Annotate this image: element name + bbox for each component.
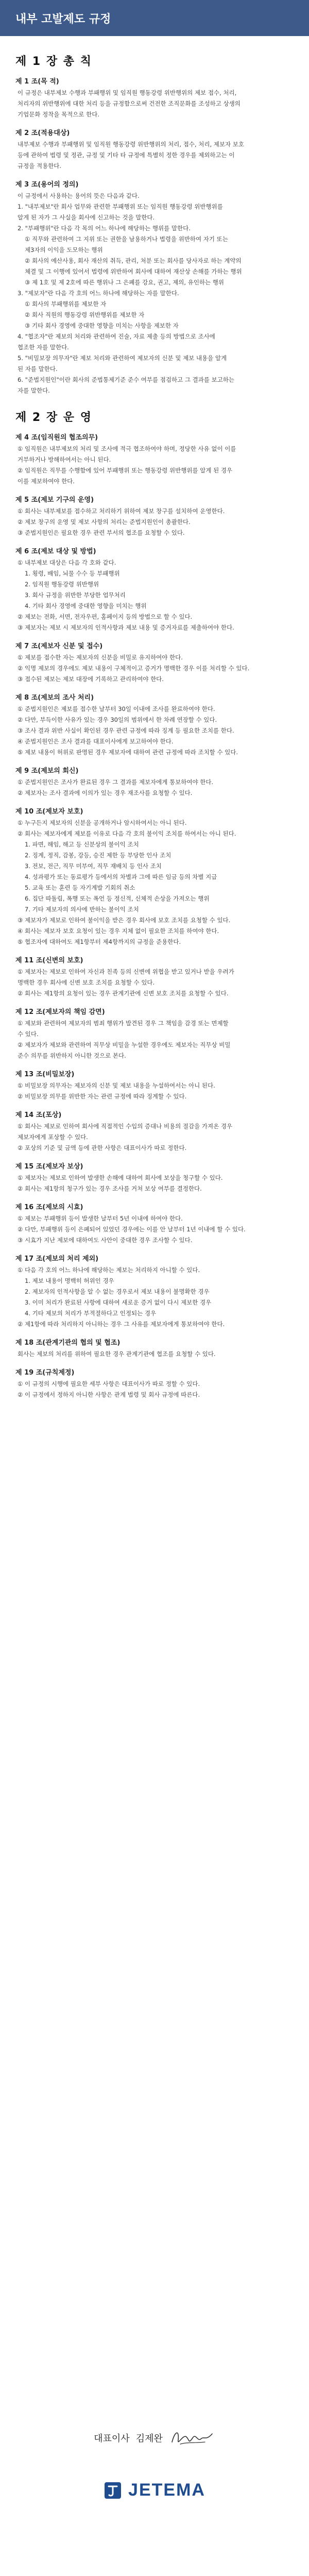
logo-text: JETEMA xyxy=(128,2480,205,2500)
article-text-line: ② 제보는 전화, 서면, 전자우편, 홈페이지 등의 방법으로 할 수 있다. xyxy=(18,613,193,620)
article-text-line: ① 내부제보 대상은 다음 각 호와 같다. xyxy=(18,559,116,566)
article-title: 제 6 조(제보 대상 및 방법) xyxy=(15,548,96,555)
company-logo xyxy=(0,2480,309,2500)
article-text-line: ① 제보와 관련하여 제보자의 범죄 행위가 발견된 경우 그 책임을 감경 또는 면제할 xyxy=(18,1020,229,1027)
article-text-line: 5. 교육 또는 훈련 등 자기계발 기회의 취소 xyxy=(25,884,135,891)
article-text-line: ④ 준법지원인은 조사 결과를 대표이사에게 보고하여야 한다. xyxy=(18,738,174,745)
article xyxy=(15,1109,294,1154)
logo-mark-icon xyxy=(104,2481,122,2500)
article-text-line: ⑤ 협조자에 대하여도 제1항부터 제4항까지의 규정을 준용한다. xyxy=(18,938,181,945)
article-text-line: 이 규정에서 사용하는 용어의 뜻은 다음과 같다. xyxy=(18,192,140,199)
article-text-line: ⑤ 제보 내용이 허위로 판명된 경우 제보자에 대하여 관련 규정에 따라 조치할 수 있다. xyxy=(18,749,238,756)
article-text-line: ① 제보는 부패행위 등이 발생한 날부터 5년 이내에 하여야 한다. xyxy=(18,1215,183,1222)
article-text-line: ① 제보자는 제보로 인하여 자신과 친족 등의 신변에 위협을 받고 있거나 받을 우려가 xyxy=(18,968,234,975)
article-text-line: 등에 관하여 법령 및 정관, 규정 및 기타 타 규정에 특별히 정한 경우를 제외하고는 이 xyxy=(18,151,235,159)
article xyxy=(15,179,294,396)
signature-image xyxy=(169,2427,215,2449)
article-text-line: 제3자의 이익을 도모하는 행위 xyxy=(25,246,103,253)
article-title: 제 15 조(제보자 보상) xyxy=(15,1163,83,1171)
article xyxy=(15,432,294,487)
article xyxy=(15,1006,294,1061)
article-text-line: 2. 징계, 정직, 감봉, 강등, 승진 제한 등 부당한 인사 조치 xyxy=(25,852,171,859)
article-title: 제 3 조(용어의 정의) xyxy=(15,181,79,189)
article-text-line: ③ 제 1호 및 제 2호에 따른 행위나 그 은폐를 강요, 권고, 제의, 유인하는 행위 xyxy=(25,279,225,286)
article-text-line: ④ 회사는 제보자 보호 요청이 있는 경우 지체 없이 필요한 조치를 하여야 한다. xyxy=(18,927,219,935)
article xyxy=(15,546,294,633)
regulation-content xyxy=(0,36,309,2432)
footer xyxy=(0,2416,309,2576)
article-text-line: ② 회사는 제1항의 요청이 있는 경우 관계기관에 신변 보호 조치를 요청할 수 있다. xyxy=(18,990,229,997)
article-text-line: ② 제보자는 조사 결과에 이의가 있는 경우 재조사를 요청할 수 있다. xyxy=(18,789,193,796)
article-text-line: 3. 전보, 전근, 직무 미부여, 직무 재배치 등 인사 조치 xyxy=(25,862,162,870)
article-text-line: 회사는 제보의 처리를 위하여 필요한 경우 관계기관에 협조를 요청할 수 있다. xyxy=(18,1350,216,1358)
article-text-line: 이를 제보하여야 한다. xyxy=(18,478,75,485)
article-text-line: 2. "부패행위"란 다음 각 목의 어느 하나에 해당하는 행위를 말한다. xyxy=(18,225,191,232)
article-text-line: ① 누구든지 제보자의 신분을 공개하거나 암시하여서는 아니 된다. xyxy=(18,819,187,826)
article-text-line: 4. 기타 제보의 처리가 부적절하다고 인정되는 경우 xyxy=(25,1310,157,1317)
article-text-line: ③ 조사 결과 위반 사실이 확인된 경우 관련 규정에 따라 징계 등 필요한 조치를 한다. xyxy=(18,727,234,734)
article-text-line: 협조한 자를 말한다. xyxy=(18,344,69,351)
article-text-line: ① 준법지원인은 제보를 접수한 날부터 30일 이내에 조사를 완료하여야 한다. xyxy=(18,705,215,713)
article-text-line: ② 익명 제보의 경우에도 제보 내용이 구체적이고 증거가 명백한 경우 이를 처리할 수 있다. xyxy=(18,665,250,672)
article-text-line: ① 임직원은 내부제보의 처리 및 조사에 적극 협조하여야 하며, 정당한 사유 없이 이를 xyxy=(18,445,236,452)
article-text-line: ② 제보자가 제보와 관련하여 직무상 비밀을 누설한 경우에도 제보자는 직무상 비밀 xyxy=(18,1041,231,1048)
article xyxy=(15,1367,294,1400)
article-text-line: ③ 준법지원인은 필요한 경우 관련 부서의 협조를 요청할 수 있다. xyxy=(18,529,185,536)
article-text-line: 명백한 경우 회사에 신변 보호 조치를 요청할 수 있다. xyxy=(18,979,155,986)
article-text-line: 준수 의무를 위반하지 아니한 것으로 본다. xyxy=(18,1052,126,1059)
article-text-line: 2. 제보자의 인적사항을 알 수 없는 경우로서 제보 내용이 불명확한 경우 xyxy=(25,1288,210,1295)
article-text-line: ① 직무와 관련하여 그 지위 또는 권한을 남용하거나 법령을 위반하여 자기 또는 xyxy=(25,235,228,243)
article-title: 제 4 조(임직원의 협조의무) xyxy=(15,434,98,442)
article-text-line: 알게 된 자가 그 사실을 회사에 신고하는 것을 말한다. xyxy=(18,214,155,221)
article-text-line: ② 회사 직원의 행동강령 위반행위를 제보한 자 xyxy=(25,311,145,318)
article-text-line: ② 회사의 예산사용, 회사 재산의 취득, 관리, 처분 또는 회사를 당사자로 하는 계약의 xyxy=(25,257,242,264)
article-text-line: 거부하거나 방해하여서는 아니 된다. xyxy=(18,456,111,463)
article-text-line: ③ 기타 회사 경영에 중대한 영향을 미치는 사항을 제보한 자 xyxy=(25,322,179,329)
article-text-line: 4. "협조자"란 제보의 처리와 관련하여 진술, 자료 제출 등의 방법으로 조사에 xyxy=(18,333,215,340)
article xyxy=(15,640,294,685)
article-title: 제 19 조(규칙제정) xyxy=(15,1369,75,1377)
article-text-line: 3. "제보자"란 다음 각 호의 어느 하나에 해당하는 자를 말한다. xyxy=(18,290,179,297)
article-text-line: 7. 기타 제보자의 의사에 반하는 불이익 조치 xyxy=(25,906,139,913)
page-title: 내부 고발제도 규정 xyxy=(15,12,111,26)
article-title: 제 13 조(비밀보장) xyxy=(15,1071,75,1078)
article-text-line: 처리자의 위반행위에 대한 처리 등을 규정함으로써 건전한 조직문화를 조성하고 상생의 xyxy=(18,100,241,107)
article-text-line: ② 제보 창구의 운영 및 제보 사항의 처리는 준법지원인이 총괄한다. xyxy=(18,518,191,526)
article-title: 제 12 조(제보자의 책임 감면) xyxy=(15,1008,105,1016)
article xyxy=(15,127,294,172)
article-text-line: ③ 접수된 제보는 제보 대장에 기록하고 관리하여야 한다. xyxy=(18,675,164,683)
article-text-line: 기업문화 정착을 목적으로 한다. xyxy=(18,111,100,118)
article-text-line: ① 회사는 제보로 인하여 회사에 직접적인 수입의 증대나 비용의 절감을 가져온 경우 xyxy=(18,1123,233,1130)
article-text-line: 내부제보 수행과 부패행위 및 임직원 행동강령 위반행위의 처리, 접수, 처리, 제보자 보호 xyxy=(18,141,244,148)
article-text-line: ③ 시효가 지난 제보에 대하여도 사안이 중대한 경우 조사할 수 있다. xyxy=(18,1236,193,1244)
article-text-line: ① 비밀보장 의무자는 제보자의 신분 및 제보 내용을 누설하여서는 아니 된다. xyxy=(18,1082,215,1089)
article-text-line: 1. 파면, 해임, 해고 등 신분상의 불이익 조치 xyxy=(25,841,139,848)
article xyxy=(15,955,294,999)
article-text-line: ② 다만, 부득이한 사유가 있는 경우 30일의 범위에서 한 차례 연장할 수 있다. xyxy=(18,716,217,723)
article-text-line: 4. 기타 회사 경영에 중대한 영향을 미치는 행위 xyxy=(25,602,147,609)
article-text-line: 5. "비밀보장 의무자"란 제보 처리와 관련하여 제보자의 신분 및 제보 내용을 알게 xyxy=(18,354,227,362)
article-text-line: ① 이 규정의 시행에 필요한 세부 사항은 대표이사가 따로 정할 수 있다. xyxy=(18,1380,200,1387)
article xyxy=(15,1069,294,1102)
article-text-line: 6. 집단 따돌림, 폭행 또는 폭언 등 정신적, 신체적 손상을 가져오는 행위 xyxy=(25,895,210,902)
article-title: 제 8 조(제보의 조사 처리) xyxy=(15,694,94,702)
article-text-line: 6. "준법지원인"이란 회사의 준법통제기준 준수 여부를 점검하고 그 결과를 보고하는 xyxy=(18,376,235,383)
article-text-line: ② 회사는 제보자에게 제보를 이유로 다음 각 호의 불이익 조치를 하여서는 아니 된다. xyxy=(18,830,236,837)
article-text-line: 이 규정은 내부제보 수행과 부패행위 및 임직원 행동강령 위반행위의 제보 접수, 처리, xyxy=(18,89,237,96)
chapter-title: 제 1 장 총 칙 xyxy=(15,55,92,68)
page-header xyxy=(0,0,309,36)
article-text-line: ② 회사는 제1항의 청구가 있는 경우 조사를 거쳐 보상 여부를 결정한다. xyxy=(18,1185,202,1192)
article-title: 제 18 조(관계기관의 협의 및 협조) xyxy=(15,1339,121,1347)
article-text-line: 수 있다. xyxy=(18,1030,39,1038)
article-text-line: ② 제1항에 따라 처리하지 아니하는 경우 그 사유를 제보자에게 통보하여야 한다. xyxy=(18,1320,225,1328)
article-text-line: ① 제보자는 제보로 인하여 발생한 손해에 대하여 회사에 보상을 청구할 수 있다. xyxy=(18,1174,223,1181)
article-text-line: 1. 제보 내용이 명백히 허위인 경우 xyxy=(25,1277,114,1284)
article xyxy=(15,1253,294,1330)
article-title: 제 14 조(포상) xyxy=(15,1111,62,1119)
article-title: 제 7 조(제보자 신분 및 접수) xyxy=(15,642,103,650)
article xyxy=(15,1337,294,1360)
article-text-line: ① 제보를 접수한 자는 제보자의 신분을 비밀로 유지하여야 한다. xyxy=(18,654,183,661)
article-text-line: ① 회사는 내부제보를 접수하고 처리하기 위하여 제보 창구를 설치하여 운영한다. xyxy=(18,507,225,515)
article-title: 제 1 조(목 적) xyxy=(15,78,59,86)
article-text-line: ② 다만, 부패행위 등이 은폐되어 있었던 경우에는 이를 안 날부터 1년 이내에 할 수 있다. xyxy=(18,1226,246,1233)
article-text-line: ② 이 규정에서 정하지 아니한 사항은 관계 법령 및 회사 규정에 따른다. xyxy=(18,1391,200,1398)
article-title: 제 11 조(신변의 보호) xyxy=(15,957,83,964)
article-text-line: 4. 성과평가 또는 동료평가 등에서의 차별과 그에 따른 임금 등의 차별 지급 xyxy=(25,873,217,880)
article-title: 제 5 조(제보 기구의 운영) xyxy=(15,496,94,504)
article-text-line: 규정을 적용한다. xyxy=(18,162,62,170)
signature-block xyxy=(0,2427,309,2449)
article-text-line: ② 포상의 기준 및 금액 등에 관한 사항은 대표이사가 따로 정한다. xyxy=(18,1144,187,1151)
signer-title: 대표이사 xyxy=(94,2433,130,2444)
chapter-title: 제 2 장 운 영 xyxy=(15,411,92,424)
article-text-line: ③ 제보자는 제보 시 제보자의 인적사항과 제보 내용 및 증거자료를 제출하여야 한다. xyxy=(18,624,234,631)
article-text-line: 체결 및 그 이행에 있어서 법령에 위반하여 회사에 대하여 재산상 손해를 가하는 행위 xyxy=(25,268,242,275)
article xyxy=(15,1201,294,1246)
article-text-line: 된 자를 말한다. xyxy=(18,365,58,372)
article-text-line: 2. 임직원 행동강령 위반행위 xyxy=(25,581,99,588)
article-text-line: ① 준법지원인은 조사가 완료된 경우 그 결과를 제보자에게 통보하여야 한다. xyxy=(18,778,214,786)
article xyxy=(15,765,294,799)
article-text-line: ② 임직원은 직무를 수행함에 있어 부패행위 또는 행동강령 위반행위를 알게 된 경우 xyxy=(18,467,233,474)
article xyxy=(15,76,294,120)
article-title: 제 16 조(제보의 시효) xyxy=(15,1204,83,1211)
article-text-line: 1. 횡령, 배임, 뇌물 수수 등 부패행위 xyxy=(25,570,120,577)
article-text-line: ① 회사의 부패행위를 제보한 자 xyxy=(25,300,107,308)
article xyxy=(15,1161,294,1194)
article-text-line: 3. 회사 규정을 위반한 부당한 업무처리 xyxy=(25,591,126,599)
article xyxy=(15,692,294,758)
signer-name: 김제완 xyxy=(135,2433,163,2444)
article-text-line: 자를 말한다. xyxy=(18,387,50,394)
article-text-line: 3. 이미 처리가 완료된 사항에 대하여 새로운 증거 없이 다시 제보한 경우 xyxy=(25,1299,212,1306)
article-text-line: ② 비밀보장 의무를 위반한 자는 관련 규정에 따라 징계할 수 있다. xyxy=(18,1093,187,1100)
article-text-line: 1. "내부제보"란 회사 업무와 관련한 부패행위 또는 임직원 행동강령 위반행위를 xyxy=(18,203,223,210)
article-title: 제 9 조(제보의 회신) xyxy=(15,767,79,775)
article-title: 제 2 조(적용대상) xyxy=(15,129,70,137)
article xyxy=(15,494,294,538)
article-text-line: ① 다음 각 호의 어느 하나에 해당하는 제보는 처리하지 아니할 수 있다. xyxy=(18,1266,200,1274)
article-text-line: ③ 제보자가 제보로 인하여 불이익을 받은 경우 회사에 보호 조치를 요청할 수 있다. xyxy=(18,917,231,924)
article-text-line: 제보자에게 포상할 수 있다. xyxy=(18,1133,88,1141)
article xyxy=(15,806,294,947)
article-title: 제 10 조(제보자 보호) xyxy=(15,808,83,816)
article-title: 제 17 조(제보의 처리 제외) xyxy=(15,1255,99,1263)
